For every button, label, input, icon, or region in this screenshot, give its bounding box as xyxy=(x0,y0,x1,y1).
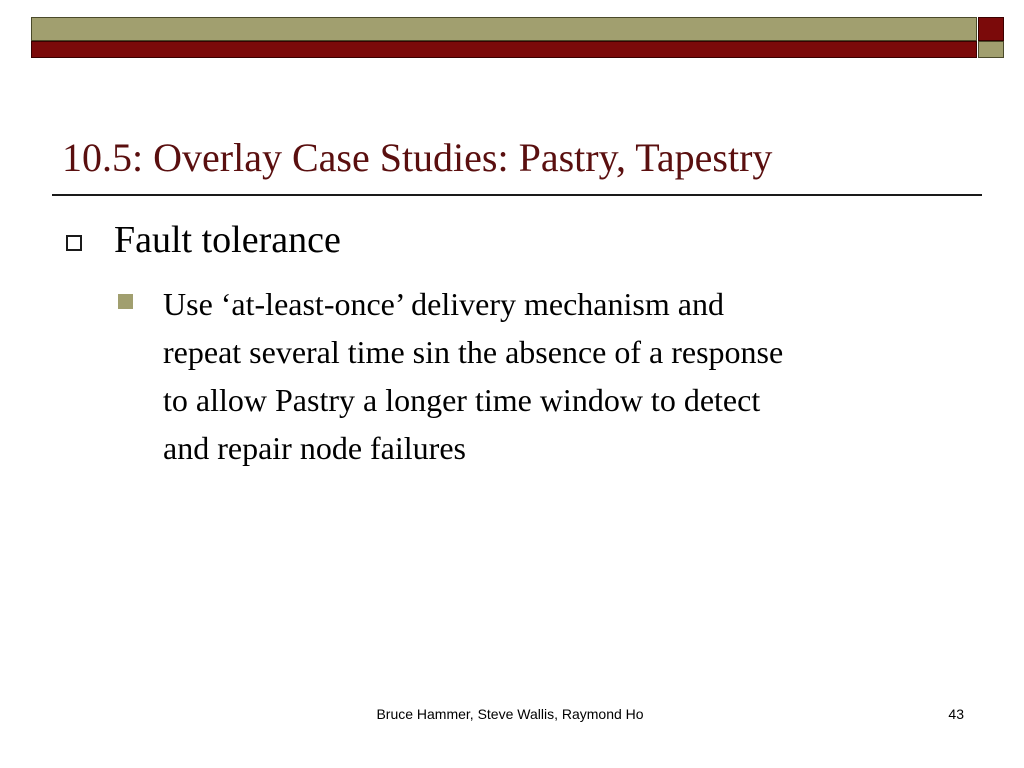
sub-bullet-text xyxy=(163,280,963,472)
sub-bullet-line: Use ‘at-least-once’ delivery mechanism and xyxy=(163,286,724,322)
bullet-text: Fault tolerance xyxy=(114,219,341,261)
footer-authors: Bruce Hammer, Steve Wallis, Raymond Ho xyxy=(376,706,644,722)
slide-title: 10.5: Overlay Case Studies: Pastry, Tapestry xyxy=(62,135,773,180)
sub-bullet-line: and repair node failures xyxy=(163,430,466,466)
header-corner-maroon xyxy=(978,17,1004,41)
hollow-square-icon xyxy=(66,235,82,251)
title-underline xyxy=(52,194,982,196)
sub-bullet-line: repeat several time sin the absence of a response xyxy=(163,334,784,370)
sub-bullet-line: to allow Pastry a longer time window to detect xyxy=(163,382,761,418)
header-band-maroon xyxy=(31,41,977,58)
header-band-olive xyxy=(31,17,977,41)
page-number: 43 xyxy=(948,706,964,722)
filled-square-icon xyxy=(118,294,133,309)
header-corner-olive xyxy=(978,41,1004,58)
